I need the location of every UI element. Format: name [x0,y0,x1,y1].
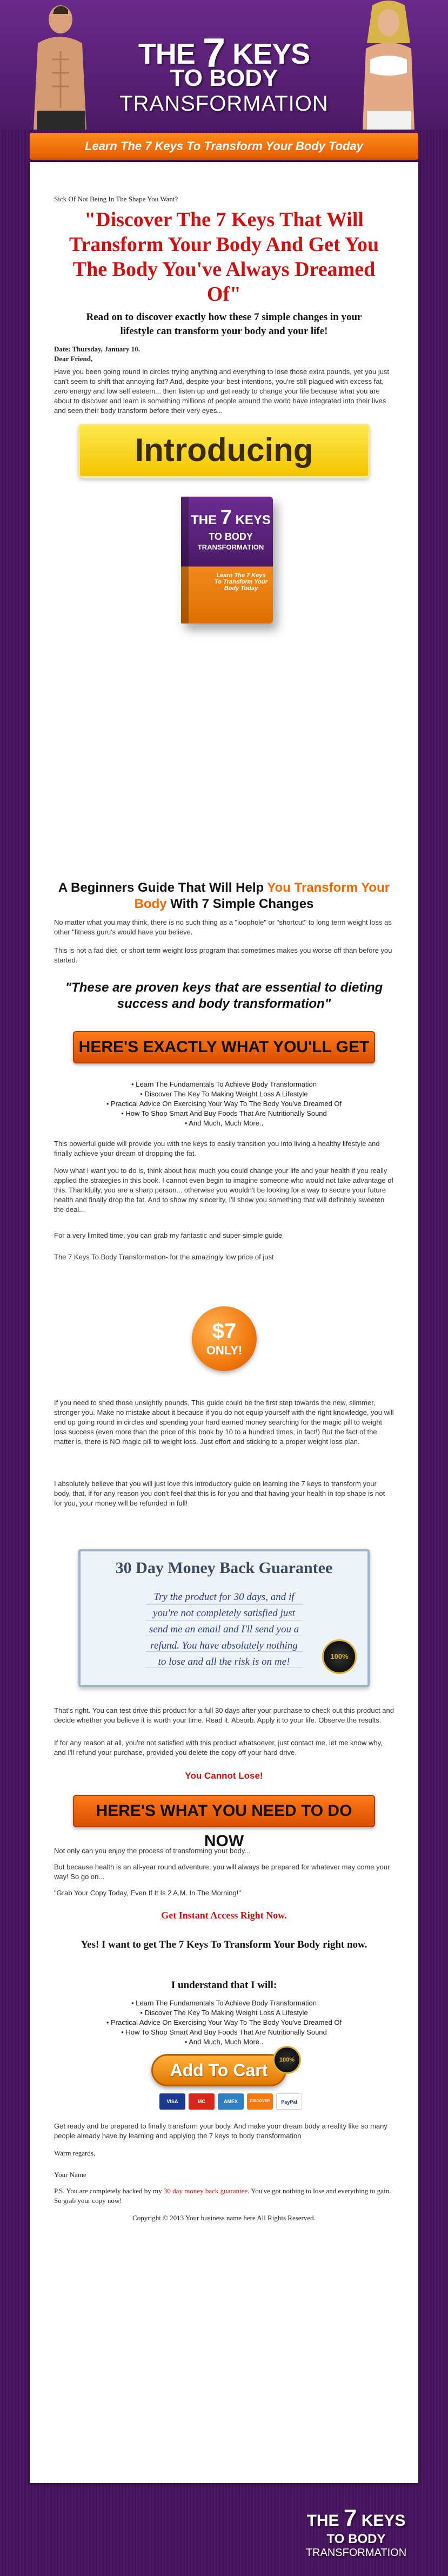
body-paragraph-grab-copy: "Grab Your Copy Today, Even If It Is 2 A.M. In The Morning!" [54,1889,241,1897]
benefit-item: • Practical Advice On Exercising Your Way To The Body You've Dreamed Of [54,2018,394,2028]
guarantee-seal-icon: 100% [322,1639,357,1674]
benefit-item: • And Much, Much More.. [54,1118,394,1128]
signature-name: Your Name [54,2171,86,2179]
intro-paragraph: Have you been going round in circles trying anything and everything to lose those extra pounds, yet you just can't seem to shift that annoying fat? And, despite your best intentions, you're still plagued with excess fat, zero energy and low self esteem... then listen up and get ready to change your life because what you are about to discover and learn is something millions of people around the world have integrated into their lives and seen their body transform before their very eyes... [54,368,390,415]
cannot-lose-text: You Cannot Lose! [185,1771,263,1781]
letter-greeting: Dear Friend, [54,355,93,363]
warm-regards-text: Warm regards, [54,2149,96,2157]
body-paragraph-imagine: Now what I want you to do is, think about how much you could change your life and your health if you really applied the strategies in this book. I cannot even begin to imagine someone who would not take advantage of this. Thankfully, you are a sharp person... otherwise you wouldn't be looking for a way to secure your future health and finally drop the fat. And to show my sincerity, I'll show you something that will definitely sweeten the deal... [54,1167,394,1214]
guarantee-box [78,1549,370,1687]
header-title-line2: TO BODY [170,65,278,91]
book-spine [181,497,189,623]
body-paragraph-price-intro: The 7 Keys To Body Transformation- for the amazingly low price of just [54,1253,274,1261]
ebook-cover-image [181,497,273,623]
header-title-line1: THE 7 KEYS [138,30,310,76]
yes-i-want-heading: Yes! I want to get The 7 Keys To Transform Your Body right now. [81,1939,367,1950]
benefits-list-2 [54,1998,394,2047]
footer-logo: THE 7 KEYS TO BODY TRANSFORMATION [305,2505,407,2559]
guarantee-note: Try the product for 30 days, and if you're not completely satisfied just send me an email and I'll send you a refund. You have absolutely nothing to lose and all the risk is on me! [145,1589,303,1670]
benefit-item: • How To Shop Smart And Buy Foods That Are Nutritionally Sound [54,1109,394,1118]
header-banner [0,0,448,130]
body-paragraph-refund: If for any reason at all, you're not satisfied with this product whatsoever, just contact me, let me know why, and I'll refund your purchase, provided you delete the copy off your hard drive. [54,1739,383,1757]
benefit-item: • Practical Advice On Exercising Your Way To The Body You've Dreamed Of [54,1099,394,1109]
instant-access-heading: Get Instant Access Right Now. [161,1910,287,1921]
body-paragraph-believe: I absolutely believe that you will just love this introductory guide on learning the 7 keys to transform your body, that, if for any reason you don't feel that this is for you and that having your health in top shape is not for you, your money will be refunded in full! [54,1480,385,1507]
book-title-line3: TRANSFORMATION [197,543,264,551]
subheadline: Read on to discover exactly how these 7 simple changes in your lifestyle can transform your body and your life! [86,311,362,337]
body-paragraph-powerful: This powerful guide will provide you with the keys to easily transition you into living a healthy lifestyle and finally achieve your dream of dropping the fat. [54,1140,380,1157]
add-to-cart-button[interactable]: Add To Cart [151,2054,286,2086]
benefit-item: • Discover The Key To Making Weight Loss A Lifestyle [54,1089,394,1099]
ps-text: P.S. You are completely backed by my 30 day money back guarantee. You've got nothing to lose and everything to gain. So grab your copy now! [54,2187,391,2205]
paypal-icon: PayPal [276,2093,302,2110]
book-subtitle: Learn The 7 Keys To Transform Your Body Today [215,572,268,592]
sick-of-shape-text: Sick Of Not Being In The Shape You Want? [54,195,178,203]
footer-banner [0,2483,448,2576]
body-paragraph-limited: For a very limited time, you can grab my fantastic and super-simple guide [54,1231,282,1239]
sales-letter [30,162,418,2483]
i-understand-heading: I understand that I will: [171,1980,277,1991]
guide-paragraph-2: This is not a fad diet, or short term weight loss program that sometimes makes you worse off than before you started. [54,946,392,964]
benefit-item: • Learn The Fundamentals To Achieve Body Transformation [54,1998,394,2008]
header-title-line3: TRANSFORMATION [119,92,329,116]
letter-date: Date: Thursday, January 10. [54,345,141,353]
what-youll-get-banner: HERE'S EXACTLY WHAT YOU'LL GET [73,1031,375,1063]
benefit-item: • And Much, Much More.. [54,2037,394,2047]
proven-keys-quote: "These are proven keys that are essential to dieting success and body transformation" [65,980,383,1011]
book-title-line2: TO BODY [209,531,253,542]
main-headline: "Discover The 7 Keys That Will Transform Your Body And Get You The Body You've Always Dreamed Of" [69,208,379,306]
guide-paragraph-1: No matter what you may think, there is no such thing as a "loophole" or "shortcut" to long term weight loss as other "fitness guru's would have you believe. [54,918,392,936]
benefits-list [54,1080,394,1128]
amex-card-icon: AMEX [218,2093,244,2110]
mastercard-icon: MC [189,2093,215,2110]
benefit-item: • Learn The Fundamentals To Achieve Body Transformation [54,1080,394,1089]
body-paragraph-enjoy: Not only can you enjoy the process of transforming your body... [54,1847,251,1855]
price-badge [192,1306,257,1371]
visa-card-icon: VISA [159,2093,185,2110]
introducing-banner: Introducing [78,424,370,478]
benefit-item: • Discover The Key To Making Weight Loss A Lifestyle [54,2008,394,2018]
closing-paragraph: Get ready and be prepared to finally transform your body. And make your dream body a reality like so many people already have by learning and applying the 7 keys to body transformation [54,2122,387,2140]
price-amount: $7 [212,1319,237,1343]
tagline-banner: Learn The 7 Keys To Transform Your Body Today [30,133,418,160]
book-title-line1: THE 7 KEYS [191,506,271,529]
guarantee-title: 30 Day Money Back Guarantee [115,1559,333,1577]
benefit-item: • How To Shop Smart And Buy Foods That Are Nutritionally Sound [54,2028,394,2037]
price-label: ONLY! [206,1344,243,1357]
discover-card-icon: DISCOVER [247,2093,273,2110]
body-paragraph-test-drive: That's right. You can test drive this product for a full 30 days after your purchase to check out this product and decide whether you believe it is worth your time. Read it. Absorb. Apply it to your life. Observe the results. [54,1706,394,1724]
guide-heading: A Beginners Guide That Will Help You Transform Your Body With 7 Simple Changes [58,880,390,911]
body-paragraph-adventure: But because health is an all-year round adventure, you will always be prepared for whatever may come your way! So go on... [54,1863,390,1881]
copyright-text: Copyright © 2013 Your business name here All Rights Reserved. [132,2214,316,2222]
body-paragraph-shed-pounds: If you need to shed those unsightly pounds, This guide could be the first step towards the new, slimmer, stronger you. Make no mistake about it because if you do not equip yourself with the right knowledge, you will end up going round in circles and spending your hard earned money searching for the magic pill to weight loss success (even more than the price of this book by 10 to a hundred times, in fact!) But the fact of the matter is, there is NO magic pill to weight loss. Just effort and sticking to a proper weight loss plan. [54,1399,394,1446]
what-to-do-now-banner: HERE'S WHAT YOU NEED TO DO NOW [73,1795,375,1827]
ps-guarantee-link[interactable]: 30 day money back guarantee [163,2187,248,2195]
cart-seal-icon: 100% [273,2046,301,2074]
